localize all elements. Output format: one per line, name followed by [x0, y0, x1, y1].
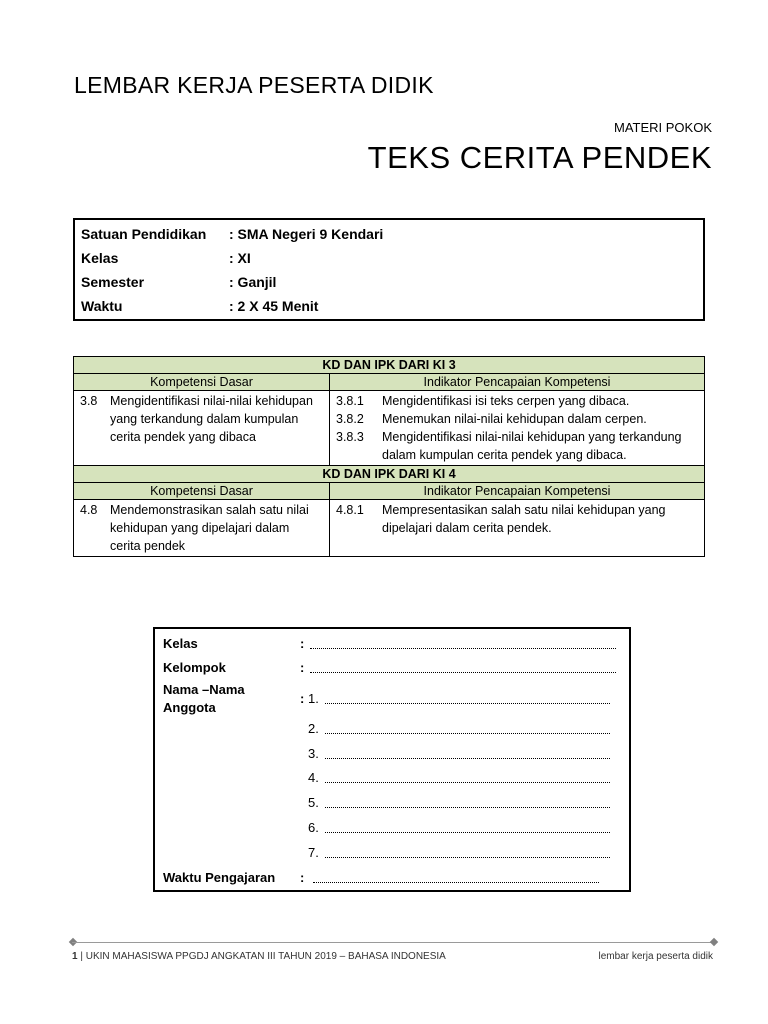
- ki4-heading: KD DAN IPK DARI KI 4: [74, 466, 705, 483]
- member-field-2[interactable]: [325, 733, 610, 734]
- kelas-label: Kelas: [163, 636, 198, 651]
- member-number: 2.: [308, 721, 319, 736]
- info-label: Kelas: [81, 250, 119, 266]
- materi-pokok-label: MATERI POKOK: [614, 120, 712, 135]
- identity-box: [73, 218, 705, 321]
- col-ipk-header: Indikator Pencapaian Kompetensi: [330, 374, 705, 391]
- ipk-number: 3.8.2: [336, 412, 364, 426]
- ipk-cell: [330, 500, 705, 557]
- info-label: Satuan Pendidikan: [81, 226, 207, 242]
- member-number: 1.: [308, 691, 319, 706]
- ipk-text: Mengidentifikasi nilai-nilai kehidupan yang terkandung dalam kumpulan cerita pendek yang dibaca.: [382, 430, 682, 462]
- nama-label-line2: Anggota: [163, 700, 216, 715]
- member-field-1[interactable]: [325, 703, 610, 704]
- info-label: Waktu: [81, 298, 123, 314]
- col-kd-header: Kompetensi Dasar: [74, 483, 330, 500]
- kd-text: Mengidentifikasi nilai-nilai kehidupan yang terkandung dalam kumpulan cerita pendek yang dibaca: [110, 394, 313, 444]
- waktu-pengajaran-field[interactable]: [313, 882, 599, 883]
- ki4-column-headers: [74, 483, 705, 500]
- colon: :: [300, 691, 305, 706]
- info-value: : 2 X 45 Menit: [229, 298, 319, 314]
- page-number: 1: [72, 951, 78, 962]
- info-label: Semester: [81, 274, 145, 290]
- ki3-heading-row: [74, 357, 705, 374]
- kd-ipk-table: [73, 356, 705, 557]
- member-field-5[interactable]: [325, 807, 610, 808]
- info-value: : XI: [229, 250, 251, 266]
- member-field-7[interactable]: [325, 857, 610, 858]
- group-form-box: [153, 627, 631, 892]
- ki3-heading: KD DAN IPK DARI KI 3: [74, 357, 705, 374]
- footer-right-text: lembar kerja peserta didik: [598, 951, 713, 962]
- colon: :: [300, 660, 305, 675]
- ki4-content-row: [74, 500, 705, 557]
- col-kd-header: Kompetensi Dasar: [74, 374, 330, 391]
- footer-left-text: UKIN MAHASISWA PPGDJ ANGKATAN III TAHUN 2019 – BAHASA INDONESIA: [85, 951, 446, 962]
- kd-number: 3.8: [80, 394, 98, 408]
- ipk-item: [336, 410, 698, 428]
- colon: :: [300, 870, 305, 885]
- info-value: : Ganjil: [229, 274, 277, 290]
- nama-label-line1: Nama –Nama: [163, 682, 245, 697]
- ipk-cell: [330, 391, 705, 466]
- kd-cell: [74, 391, 330, 466]
- ki3-content-row: [74, 391, 705, 466]
- ki3-column-headers: [74, 374, 705, 391]
- kelompok-label: Kelompok: [163, 660, 226, 675]
- member-number: 4.: [308, 770, 319, 785]
- footer-left: [72, 951, 446, 962]
- footer-separator: |: [80, 951, 83, 962]
- info-value: : SMA Negeri 9 Kendari: [229, 226, 384, 242]
- document-title: LEMBAR KERJA PESERTA DIDIK: [74, 72, 434, 98]
- kd-cell: [74, 500, 330, 557]
- ipk-text: Menemukan nilai-nilai kehidupan dalam cerpen.: [382, 412, 647, 426]
- member-number: 6.: [308, 820, 319, 835]
- kelas-field[interactable]: [310, 648, 616, 649]
- footer-divider: [72, 942, 716, 943]
- kd-text: Mendemonstrasikan salah satu nilai kehidupan yang dipelajari dalam cerita pendek: [110, 503, 309, 553]
- member-number: 3.: [308, 746, 319, 761]
- kelompok-field[interactable]: [310, 672, 616, 673]
- colon: :: [300, 636, 305, 651]
- member-field-3[interactable]: [325, 758, 610, 759]
- ipk-item: [336, 428, 698, 464]
- kd-number: 4.8: [80, 503, 98, 517]
- ipk-item: [336, 501, 698, 537]
- ipk-number: 3.8.3: [336, 430, 364, 444]
- materi-title: TEKS CERITA PENDEK: [367, 140, 712, 175]
- member-field-6[interactable]: [325, 832, 610, 833]
- ipk-number: 4.8.1: [336, 503, 364, 517]
- footer-diamond-right: [710, 938, 718, 946]
- waktu-pengajaran-label: Waktu Pengajaran: [163, 870, 276, 885]
- ipk-text: Mengidentifikasi isi teks cerpen yang dibaca.: [382, 394, 630, 408]
- ipk-number: 3.8.1: [336, 394, 364, 408]
- ki4-heading-row: [74, 466, 705, 483]
- member-number: 5.: [308, 795, 319, 810]
- ipk-item: [336, 392, 698, 410]
- member-number: 7.: [308, 845, 319, 860]
- col-ipk-header: Indikator Pencapaian Kompetensi: [330, 483, 705, 500]
- ipk-text: Mempresentasikan salah satu nilai kehidupan yang dipelajari dalam cerita pendek.: [382, 503, 666, 535]
- member-field-4[interactable]: [325, 782, 610, 783]
